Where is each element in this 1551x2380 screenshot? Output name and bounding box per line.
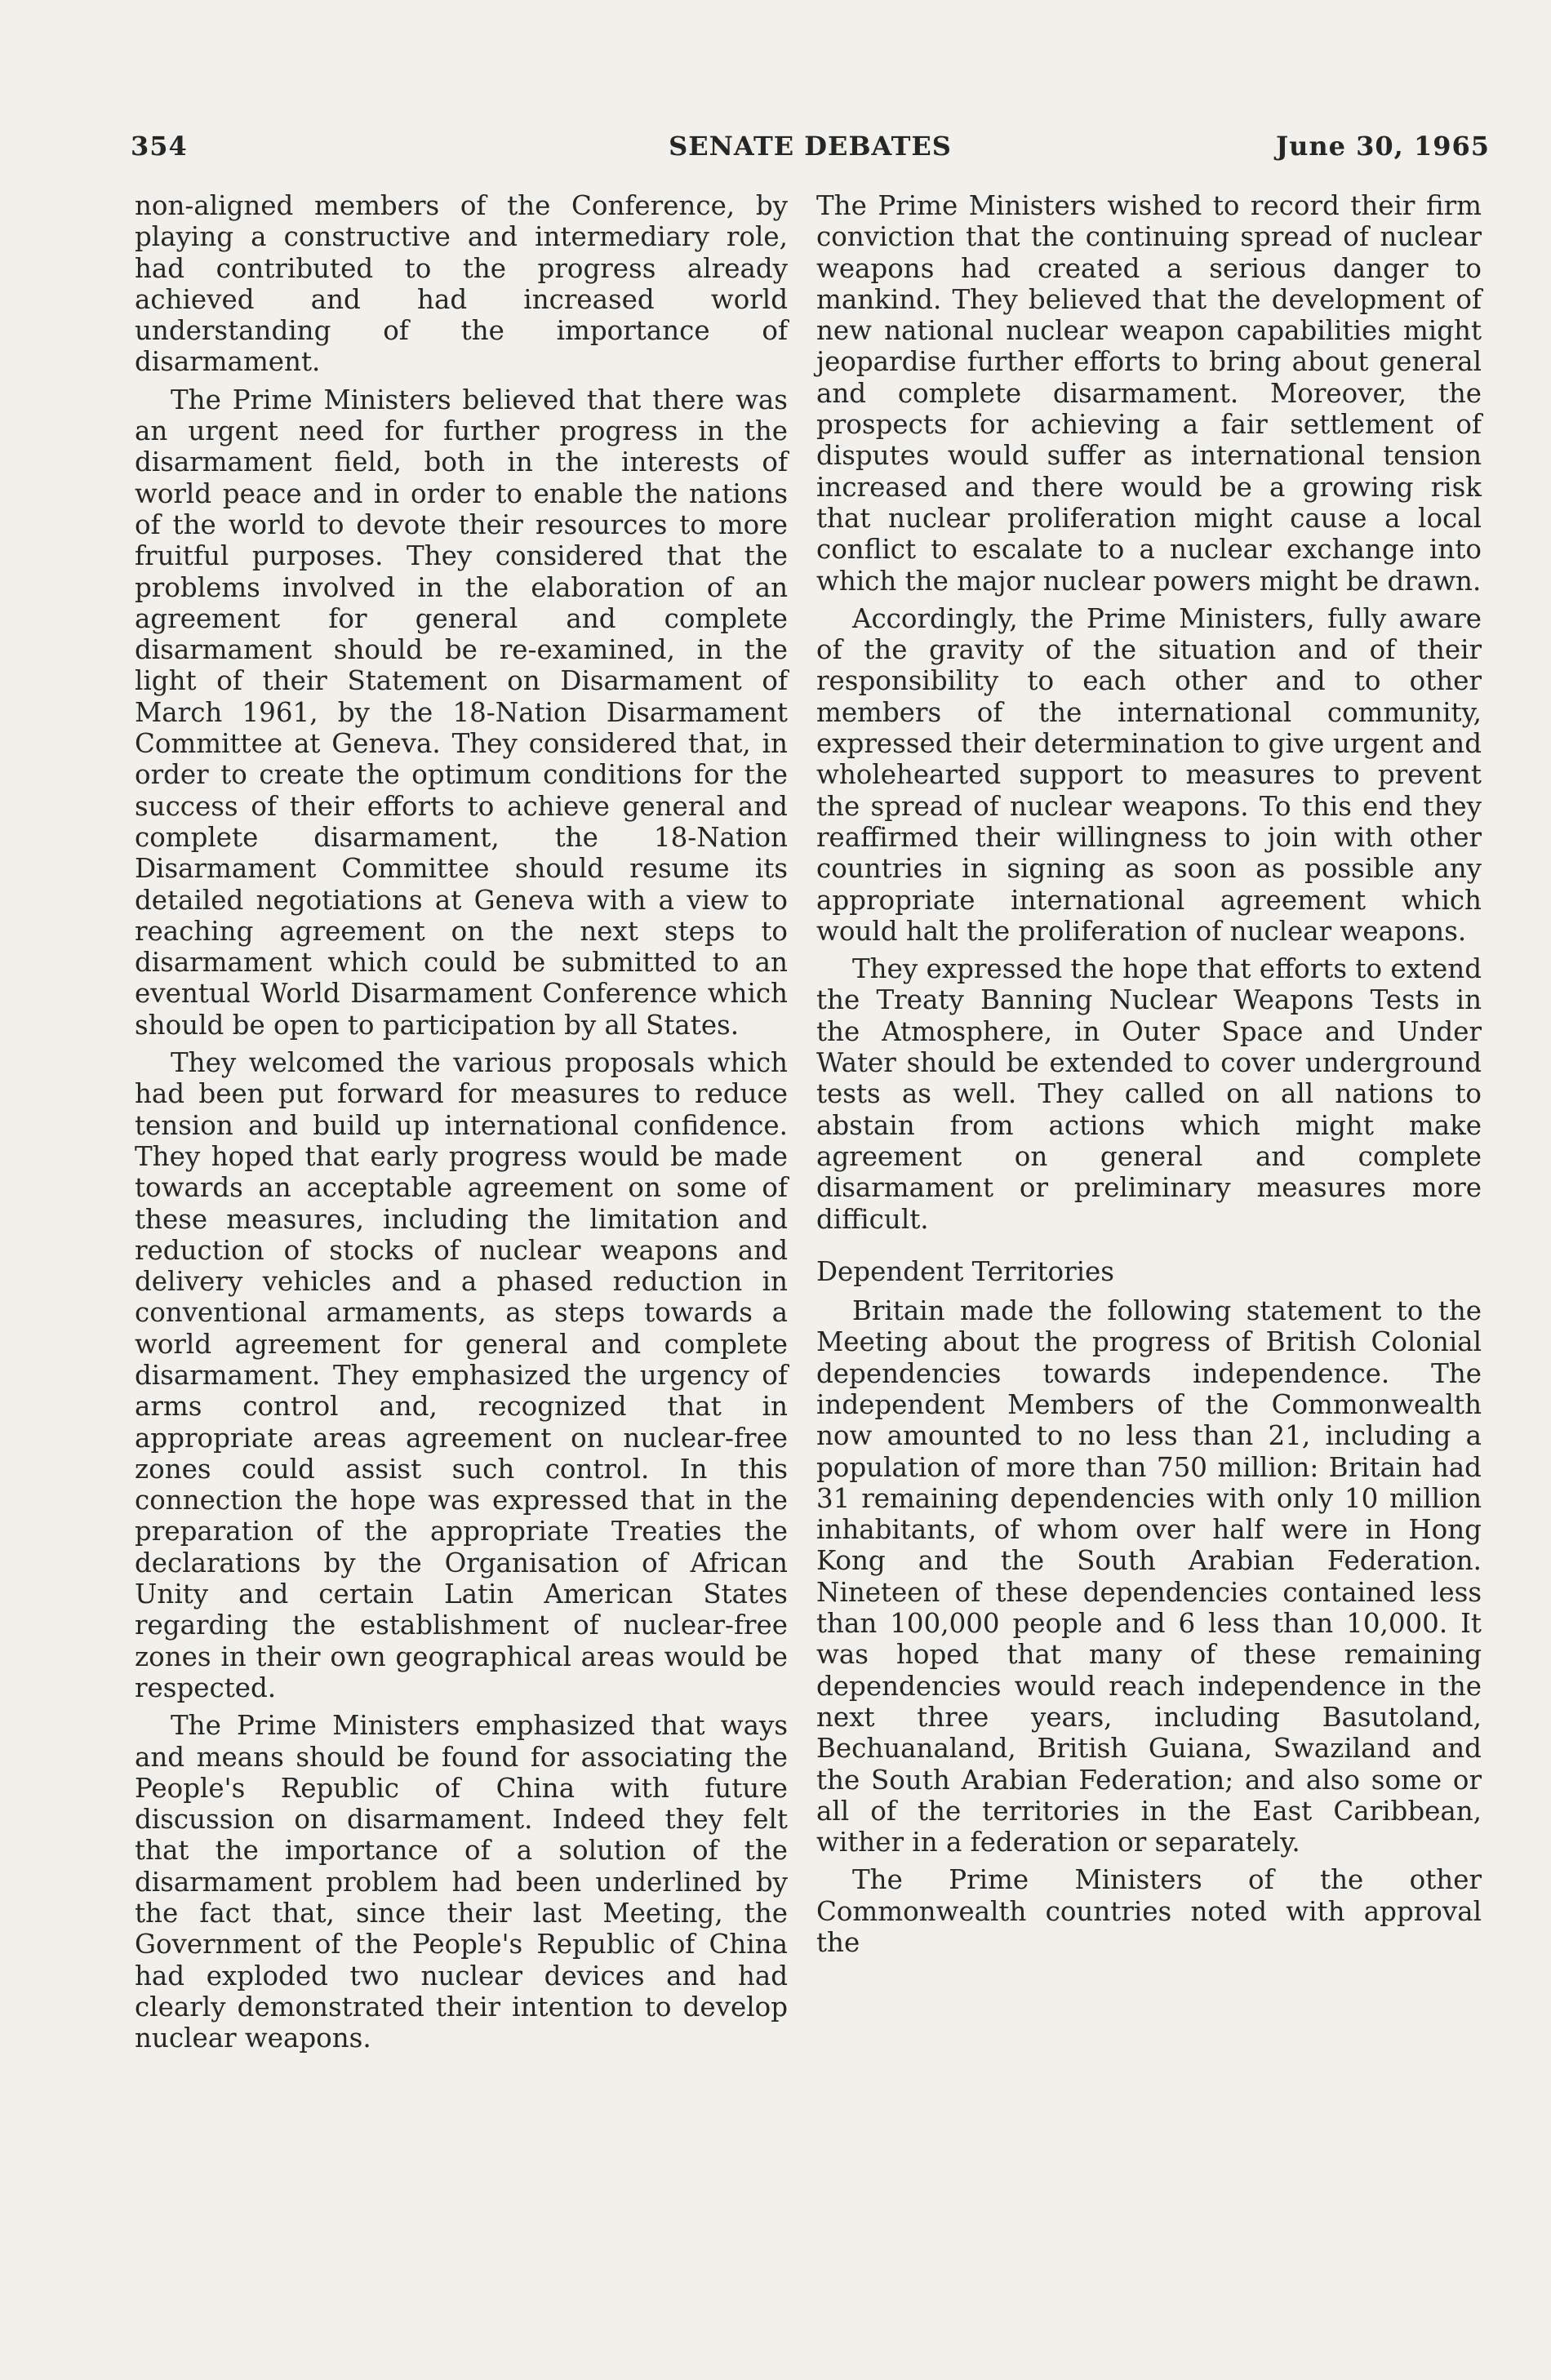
paragraph: They expressed the hope that efforts to extend the Treaty Banning Nuclear Weapons Tests in the Atmosphere, in Outer Space and Under Water should be extended to cover underground tests as well. They called on all nations to abstain from actions which might make agreement on general and complete disarmament or preliminary measures more difficult. xyxy=(816,953,1482,1235)
right-column xyxy=(816,190,1482,1958)
paragraph: Accordingly, the Prime Ministers, fully aware of the gravity of the situation and of their responsibility to each other and to other members of the international community, expressed their determination to give urgent and wholehearted support to measures to prevent the spread of nuclear weapons. To this end they reaffirmed their willingness to join with other countries in signing as soon as possible any appropriate international agreement which would halt the proliferation of nuclear weapons. xyxy=(816,602,1482,947)
left-column xyxy=(135,190,788,2054)
page-header xyxy=(131,131,1490,167)
paragraph: The Prime Ministers emphasized that ways and means should be found for associating the People's Republic of China with future discussion on disarmament. Indeed they felt that the importance of a solution of the disarmament problem had been underlined by the fact that, since their last Meeting, the Government of the People's Republic of China had exploded two nuclear devices and had clearly demonstrated their intention to develop nuclear weapons. xyxy=(135,1710,788,2054)
section-subheading: Dependent Territories xyxy=(816,1255,1114,1287)
paragraph: Britain made the following statement to the Meeting about the progress of British Colonial dependencies towards independence. The independent Members of the Commonwealth now amounted to no less than 21, including a population of more than 750 million: Britain had 31 remaining dependencies with only 10 million inhabitants, of whom over half were in Hong Kong and the South Arabian Federation. Nineteen of these dependencies contained less than 100,000 people and 6 less than 10,000. It was hoped that many of these remaining dependencies would reach independence in the next three years, including Basutoland, Bechuanaland, British Guiana, Swaziland and the South Arabian Federation; and also some or all of the territories in the East Caribbean, wither in a federation or separately. xyxy=(816,1295,1482,1858)
paragraph: They welcomed the various proposals which had been put forward for measures to reduce tension and build up international confidence. They hoped that early progress would be made towards an acceptable agreement on some of these measures, including the limitation and reduction of stocks of nuclear weapons and delivery vehicles and a phased reduction in conventional armaments, as steps towards a world agreement for general and complete disarmament. They emphasized the urgency of arms control and, recognized that in appropriate areas agreement on nuclear-free zones could assist such control. In this connection the hope was expressed that in the preparation of the appropriate Treaties the declarations by the Organisation of African Unity and certain Latin American States regarding the establishment of nuclear-free zones in their own geographical areas would be respected. xyxy=(135,1047,788,1703)
publication-title: SENATE DEBATES xyxy=(669,131,952,162)
publication-date: June 30, 1965 xyxy=(1275,131,1490,162)
paragraph: The Prime Ministers of the other Commonwealth countries noted with approval the xyxy=(816,1864,1482,1959)
paragraph: non-aligned members of the Conference, by playing a constructive and intermediary role, had contributed to the progress already achieved and had increased world understanding of the importance of disarmament. xyxy=(135,190,788,378)
paragraph: The Prime Ministers wished to record their firm conviction that the continuing spread of nuclear weapons had created a serious danger to mankind. They believed that the development of new national nuclear weapon capabilities might jeopardise further efforts to bring about general and complete disarmament. Moreover, the prospects for achieving a fair settlement of disputes would suffer as international tension increased and there would be a growing risk that nuclear proliferation might cause a local conflict to escalate to a nuclear exchange into which the major nuclear powers might be drawn. xyxy=(816,190,1482,597)
page-number: 354 xyxy=(131,131,188,162)
paragraph: The Prime Ministers believed that there was an urgent need for further progress in the disarmament field, both in the interests of world peace and in order to enable the nations of the world to devote their resources to more fruitful purposes. They considered that the problems involved in the elaboration of an agreement for general and complete disarmament should be re-examined, in the light of their Statement on Disarmament of March 1961, by the 18-Nation Disarmament Committee at Geneva. They considered that, in order to create the optimum conditions for the success of their efforts to achieve general and complete disarmament, the 18-Nation Disarmament Committee should resume its detailed negotiations at Geneva with a view to reaching agreement on the next steps to disarmament which could be submitted to an eventual World Disarmament Conference which should be open to participation by all States. xyxy=(135,384,788,1041)
